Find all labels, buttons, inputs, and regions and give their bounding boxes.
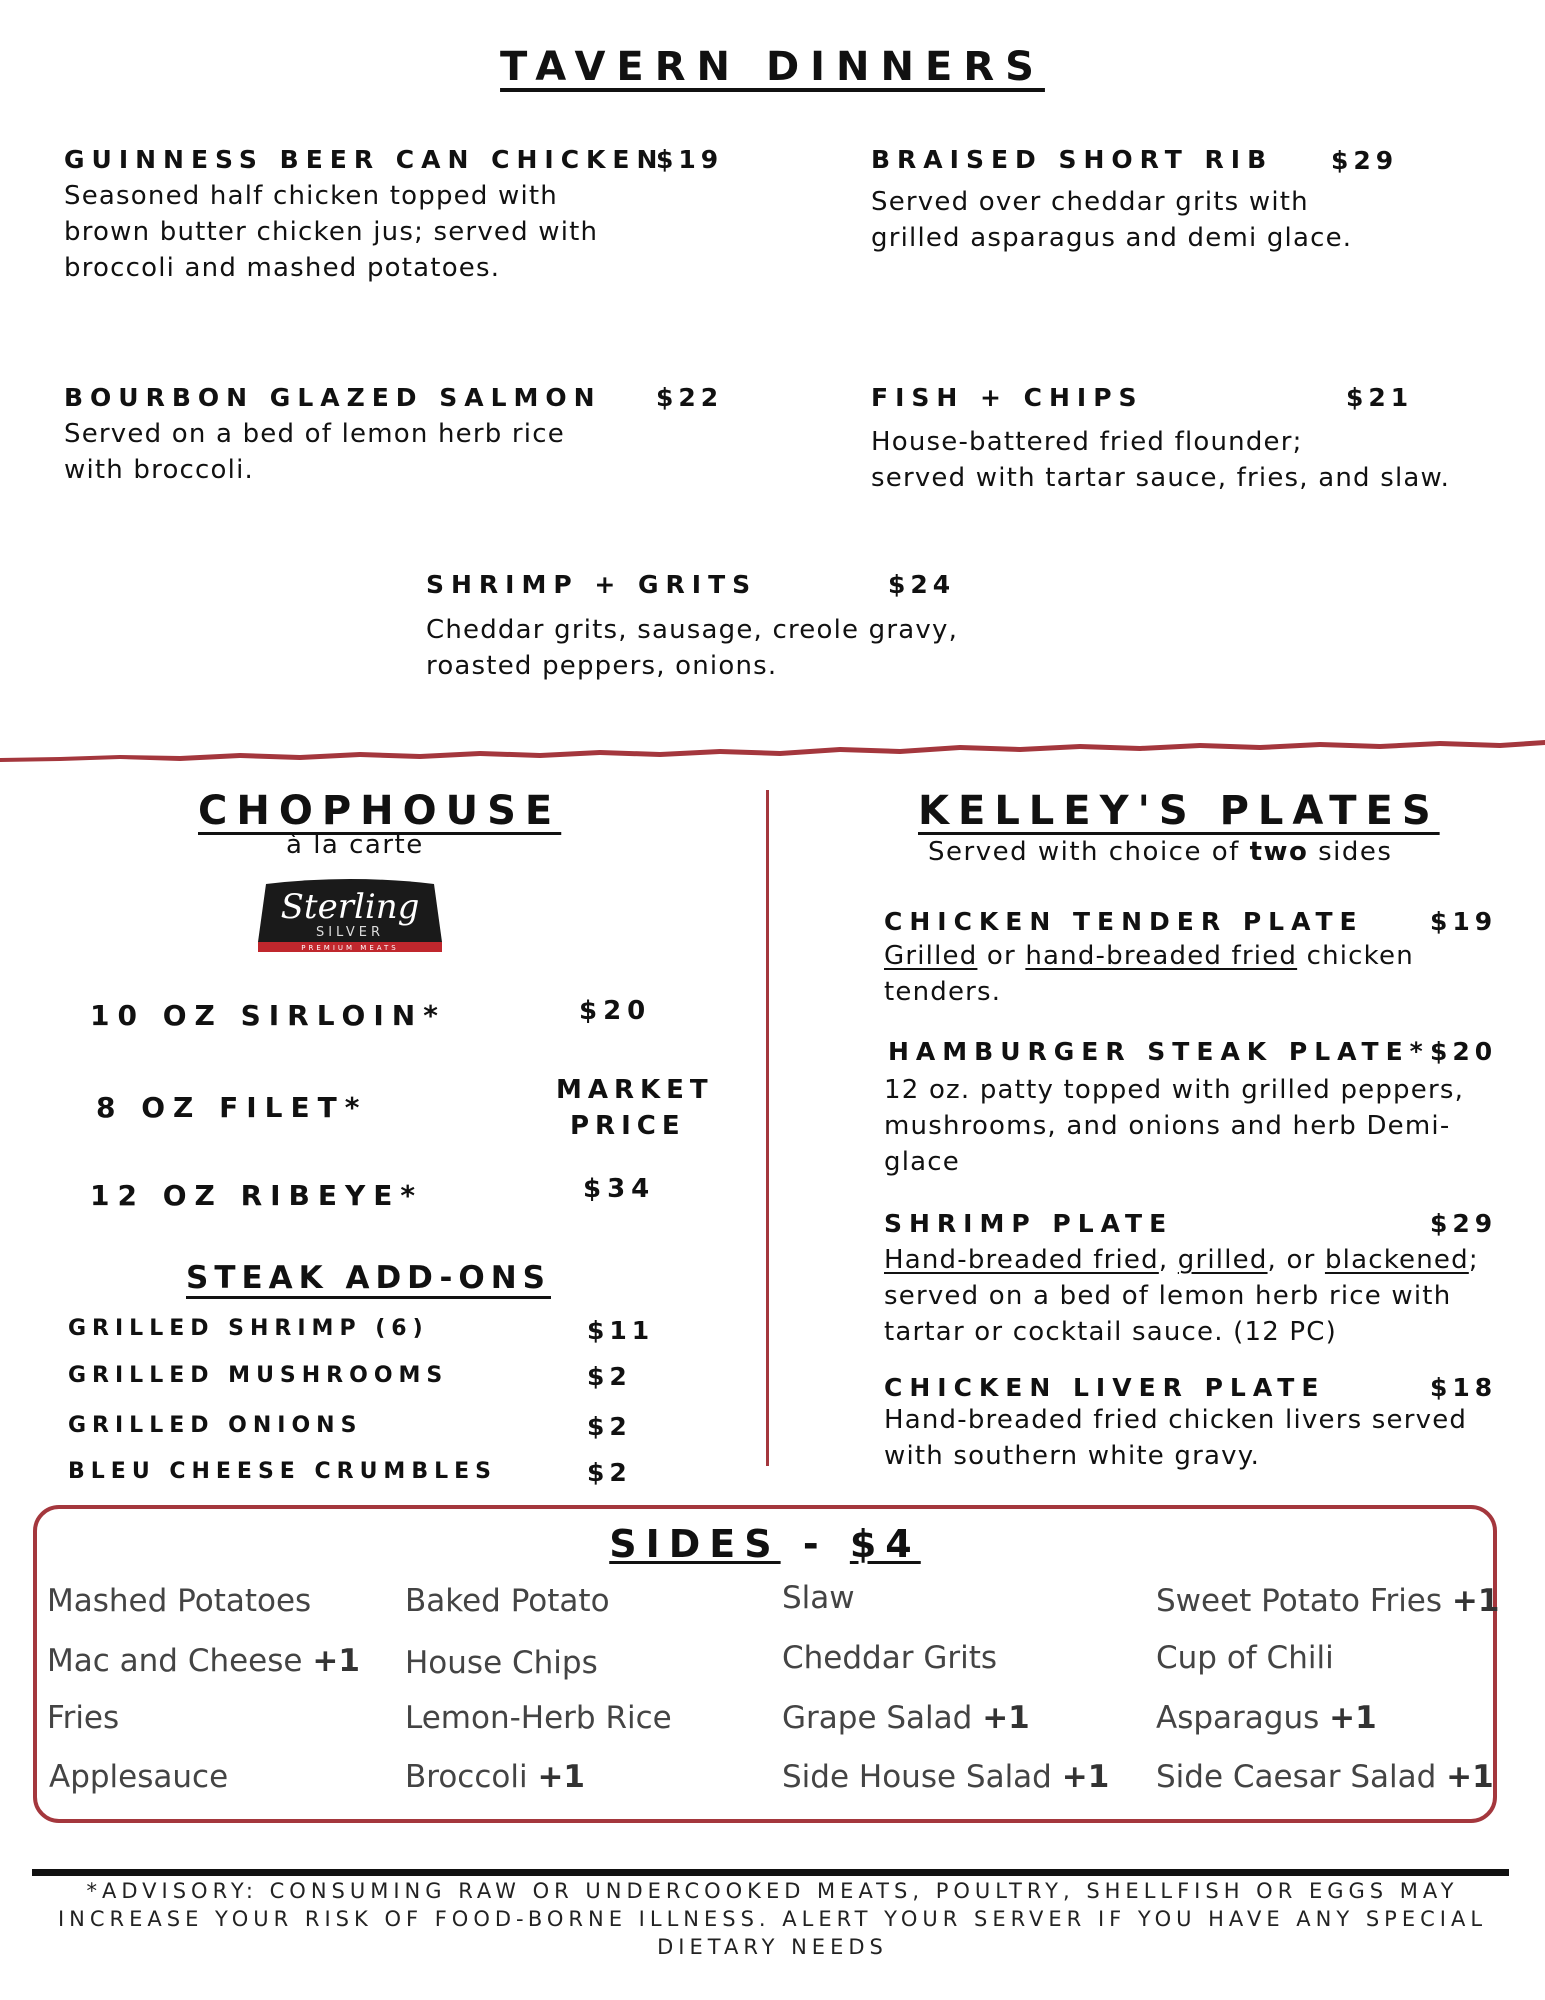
menu-item-name: SHRIMP + GRITS (426, 570, 758, 599)
plate-item-description: tenders. (884, 977, 1002, 1007)
addon-name: BLEU CHEESE CRUMBLES (68, 1459, 497, 1484)
side-item: Cheddar Grits (782, 1640, 998, 1676)
addon-price: $11 (587, 1316, 655, 1345)
side-item: Side Caesar Salad +1 (1156, 1759, 1494, 1795)
menu-item-name: FISH + CHIPS (871, 383, 1144, 412)
side-item: Fries (47, 1700, 120, 1736)
plate-item-description: with southern white gravy. (884, 1441, 1261, 1471)
svg-text:SILVER: SILVER (315, 925, 385, 940)
advisory-line: DIETARY NEEDS (657, 1935, 888, 1959)
addon-name: GRILLED SHRIMP (6) (68, 1316, 429, 1341)
menu-item-price: $22 (656, 383, 724, 412)
plate-item-price: $20 (1430, 1037, 1498, 1066)
plate-item-description: Hand-breaded fried chicken livers served (884, 1405, 1468, 1435)
side-item: Applesauce (49, 1759, 229, 1795)
sterling-silver-logo (258, 878, 442, 968)
chophouse-item-price: $20 (579, 996, 652, 1026)
plate-item-price: $29 (1430, 1209, 1498, 1238)
menu-item-description: Cheddar grits, sausage, creole gravy, (426, 615, 959, 645)
addon-name: GRILLED MUSHROOMS (68, 1363, 449, 1388)
side-item: Asparagus +1 (1156, 1700, 1377, 1736)
advisory-line: *ADVISORY: CONSUMING RAW OR UNDERCOOKED MEATS, POULTRY, SHELLFISH OR EGGS MAY (86, 1879, 1459, 1903)
chophouse-heading: CHOPHOUSE (198, 788, 562, 834)
side-item: House Chips (405, 1645, 598, 1681)
chophouse-item-name: 10 OZ SIRLOIN* (90, 999, 446, 1032)
chophouse-subtitle: à la carte (286, 830, 424, 860)
menu-item-description: Seasoned half chicken topped with (64, 181, 558, 211)
advisory-note (40, 1877, 1505, 1961)
steak-addons-heading: STEAK ADD-ONS (186, 1260, 551, 1296)
svg-text:PREMIUM MEATS: PREMIUM MEATS (301, 944, 399, 952)
menu-item-description: Served on a bed of lemon herb rice (64, 419, 565, 449)
plate-item-description: glace (884, 1147, 960, 1177)
menu-item-description: brown butter chicken jus; served with (64, 217, 599, 247)
menu-item-price: $24 (888, 570, 956, 599)
plate-item-description: Hand-breaded fried, grilled, or blackened; (884, 1245, 1479, 1275)
addon-price: $2 (587, 1362, 632, 1391)
side-item: Broccoli +1 (405, 1759, 585, 1795)
menu-item-description: grilled asparagus and demi glace. (871, 223, 1353, 253)
side-item: Side House Salad +1 (782, 1759, 1110, 1795)
side-item: Cup of Chili (1156, 1640, 1334, 1676)
menu-item-description: roasted peppers, onions. (426, 651, 778, 681)
menu-item-price: $19 (656, 145, 724, 174)
plate-item-name: SHRIMP PLATE (884, 1209, 1174, 1238)
side-item: Grape Salad +1 (782, 1700, 1030, 1736)
side-item: Mashed Potatoes (47, 1583, 312, 1619)
menu-item-name: BOURBON GLAZED SALMON (64, 383, 602, 412)
advisory-line: INCREASE YOUR RISK OF FOOD-BORNE ILLNESS. ALERT YOUR SERVER IF YOU HAVE ANY SPECIAL (57, 1907, 1488, 1931)
menu-item-price: $29 (1331, 146, 1399, 175)
addon-price: $2 (587, 1412, 632, 1441)
side-item: Lemon-Herb Rice (405, 1700, 672, 1736)
side-item: Baked Potato (405, 1583, 610, 1619)
side-item: Sweet Potato Fries +1 (1156, 1583, 1500, 1619)
kelleys-plates-subtitle: Served with choice of two sides (928, 837, 1393, 867)
kelleys-plates-heading: KELLEY'S PLATES (918, 788, 1440, 834)
plate-item-name: CHICKEN TENDER PLATE (884, 907, 1364, 936)
chophouse-item-price: $34 (583, 1174, 656, 1204)
chophouse-item-name: 12 OZ RIBEYE* (90, 1179, 424, 1212)
menu-item-description: Served over cheddar grits with (871, 187, 1309, 217)
menu-item-description: with broccoli. (64, 455, 254, 485)
plate-item-name: HAMBURGER STEAK PLATE* (888, 1037, 1430, 1066)
plate-item-description: mushrooms, and onions and herb Demi- (884, 1111, 1451, 1141)
plate-item-description: Grilled or hand-breaded fried chicken (884, 941, 1414, 971)
menu-item-name: BRAISED SHORT RIB (871, 145, 1274, 174)
plate-item-description: served on a bed of lemon herb rice with (884, 1281, 1452, 1311)
side-item: Mac and Cheese +1 (47, 1643, 360, 1679)
plate-item-price: $19 (1430, 907, 1498, 936)
column-divider (766, 790, 769, 1466)
chophouse-item-price: MARKET (556, 1075, 714, 1105)
plate-item-description: tartar or cocktail sauce. (12 PC) (884, 1317, 1337, 1347)
menu-item-price: $21 (1346, 383, 1414, 412)
addon-price: $2 (587, 1458, 632, 1487)
plate-item-price: $18 (1430, 1373, 1498, 1402)
plate-item-name: CHICKEN LIVER PLATE (884, 1373, 1326, 1402)
svg-text:Sterling: Sterling (280, 887, 420, 927)
menu-item-name: GUINNESS BEER CAN CHICKEN (64, 145, 665, 174)
page-title: TAVERN DINNERS (500, 44, 1045, 90)
sides-heading: SIDES - $4 (609, 1522, 921, 1566)
menu-item-description: broccoli and mashed potatoes. (64, 253, 501, 283)
chophouse-item-price: PRICE (570, 1111, 686, 1141)
chophouse-item-name: 8 OZ FILET* (96, 1091, 368, 1124)
plate-item-description: 12 oz. patty topped with grilled peppers, (884, 1075, 1465, 1105)
menu-item-description: served with tartar sauce, fries, and slaw. (871, 463, 1451, 493)
addon-name: GRILLED ONIONS (68, 1413, 363, 1438)
footer-rule (32, 1869, 1509, 1876)
side-item: Slaw (782, 1580, 855, 1616)
torn-divider (0, 740, 1545, 764)
menu-item-description: House-battered fried flounder; (871, 427, 1303, 457)
